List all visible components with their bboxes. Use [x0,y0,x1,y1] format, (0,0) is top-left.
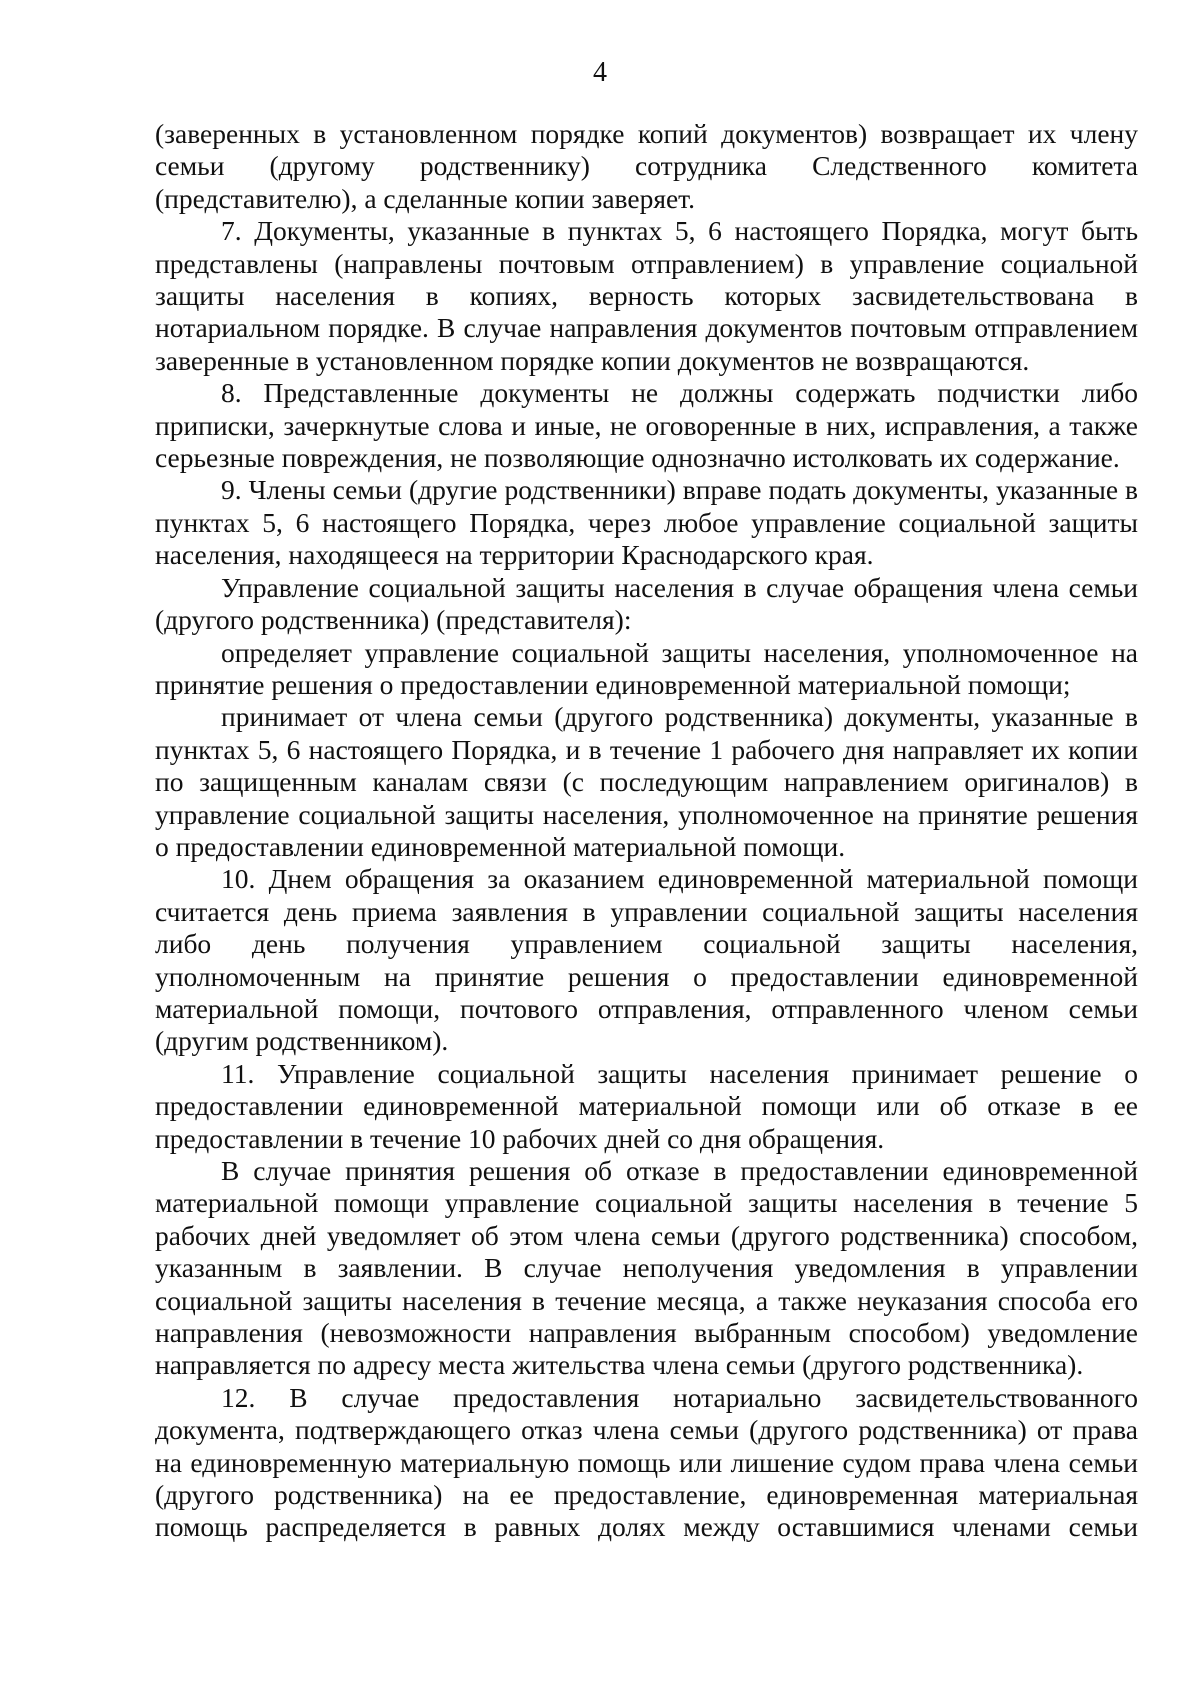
paragraph-item-11-refusal: В случае принятия решения об отказе в предоставлении единовременной материальной помощи управление социальной защиты населения в течение 5 рабочих дней уведомляет об этом члена семьи (другого родственника) способом, указанным в заявлении. В случае неполучения уведомления в управлении социальной защиты населения в течение месяца, а также неуказания способа его направления (невозможности направления выбранным способом) уведомление направляется по адресу места жительства члена семьи (другого родственника). [155,1155,1138,1381]
paragraph-continuation: (заверенных в установленном порядке копий документов) возвращает их члену семьи (другому родственнику) сотрудника Следственного комитета (представителю), а сделанные копии заверяет. [155,118,1138,214]
paragraph-item-9-duty-2: принимает от члена семьи (другого родственника) документы, указанные в пунктах 5, 6 настоящего Порядка, и в течение 1 рабочего дня направляет их копии по защищенным каналам связи (с последующим направлением оригиналов) в управление социальной защиты населения, уполномоченное на принятие решения о предоставлении единовременной материальной помощи. [155,701,1138,862]
paragraph-item-8: 8. Представленные документы не должны содержать подчистки либо приписки, зачеркнутые слова и иные, не оговоренные в них, исправления, а также серьезные повреждения, не позволяющие однозначно истолковать их содержание. [155,377,1138,474]
paragraph-item-11: 11. Управление социальной защиты населения принимает решение о предоставлении единовременной материальной помощи или об отказе в ее предоставлении в течение 10 рабочих дней со дня обращения. [155,1057,1138,1154]
paragraph-item-10: 10. Днем обращения за оказанием единовременной материальной помощи считается день приема заявления в управлении социальной защиты населения либо день получения управлением социальной защиты населения, уполномоченным на принятие решения о предоставлении единовременной материальной помощи, почтового отправления, отправленного членом семьи (другим родственником). [155,863,1138,1057]
paragraph-item-9-duty-1: определяет управление социальной защиты населения, уполномоченное на принятие решения о предоставлении единовременной материальной помощи; [155,636,1138,700]
page-number: 4 [593,57,607,88]
document-body [155,118,1138,1544]
paragraph-item-9-intro: Управление социальной защиты населения в случае обращения члена семьи (другого родственника) (представителя): [155,571,1138,636]
paragraph-item-9: 9. Члены семьи (другие родственники) вправе подать документы, указанные в пунктах 5, 6 настоящего Порядка, через любое управление социальной защиты населения, находящееся на территории Краснодарского края. [155,474,1138,571]
paragraph-item-7: 7. Документы, указанные в пунктах 5, 6 настоящего Порядка, могут быть представлены (направлены почтовым отправлением) в управление социальной защиты населения в копиях, верность которых засвидетельствована в нотариальном порядке. В случае направления документов почтовым отправлением заверенные в установленном порядке копии документов не возвращаются. [155,215,1138,376]
paragraph-item-12: 12. В случае предоставления нотариально засвидетельствованного документа, подтверждающего отказ члена семьи (другого родственника) от права на единовременную материальную помощь или лишение судом права члена семьи (другого родственника) на ее предоставление, единовременная материальная помощь распределяется в равных долях между оставшимися членами семьи [155,1381,1138,1543]
